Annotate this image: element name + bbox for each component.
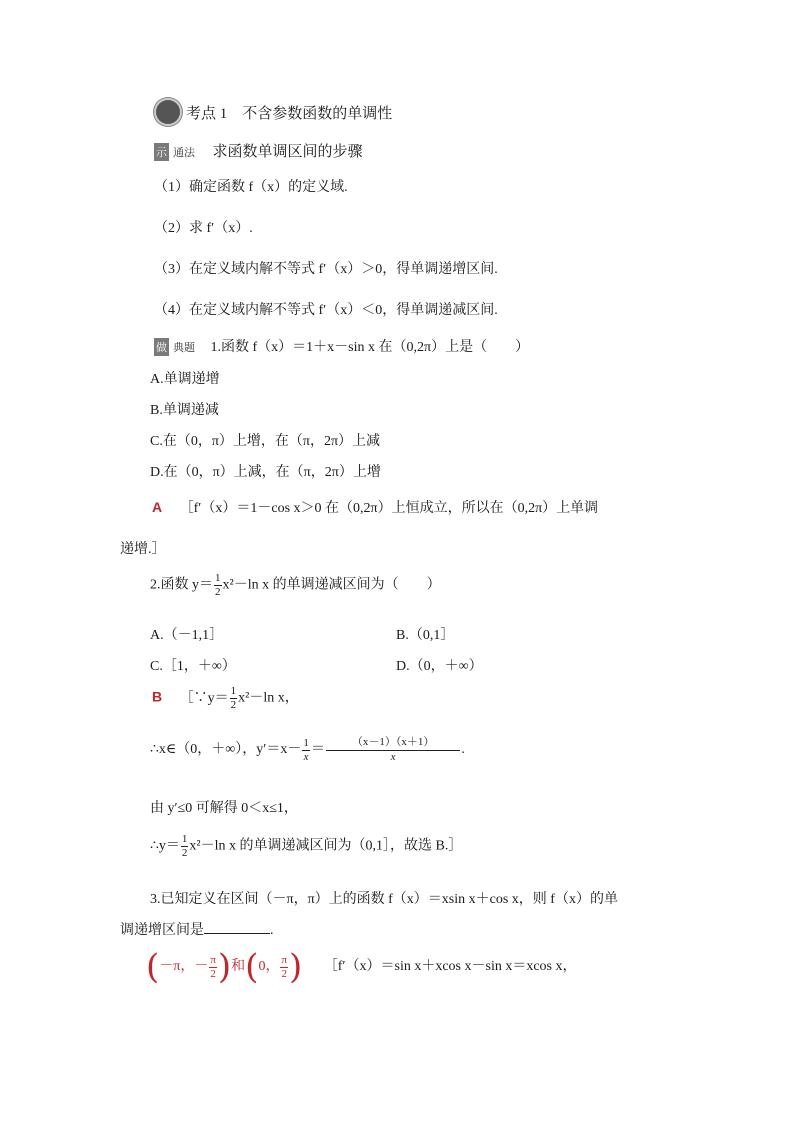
q2-s2-mid: ＝ [310,742,325,758]
q2-stem-fraction [214,573,222,598]
q2-solution-line-2: ∴x∈（0，＋∞），y′＝x－ $\frac{1}{x}$ ＝ $\frac{(x-1)(x+1)}{x}$ . [150,736,465,763]
q1-option-b: B.单调递减 [150,403,219,418]
fraction-numerator: π [281,953,287,966]
q2-s4-fraction [181,834,189,859]
q2-option-b: B.（0,1］ [396,628,455,643]
q2-s1-pre: ［∵y＝ [179,690,229,706]
fraction-numerator: 1 [215,572,221,584]
left-paren: ( [146,947,160,987]
q2-s1-post: x²－ln x， [238,690,299,706]
method-step-4: （4）在定义域内解不等式 f′（x）＜0，得单调递减区间. [154,303,498,318]
fraction-numerator: 1 [230,685,237,697]
q3-answer-fraction-a [209,955,217,980]
q2-stem-pre: 2.函数 y＝ [150,577,213,593]
fraction-numerator: π [210,953,216,966]
fraction-denominator: 2 [210,967,216,980]
q2-s2-fraction-b [326,737,461,763]
fraction-denominator: 2 [215,586,221,598]
q2-option-d: D.（0，＋∞） [396,659,483,674]
method-step-2: （2）求 f′（x）. [154,221,253,236]
method-title: 求函数单调区间的步骤 [212,144,363,160]
q3-answer [146,947,577,987]
fraction-numerator: 1 [181,833,188,845]
fraction-numerator: 1 [303,736,309,749]
q3-stem-2: 调递增区间是 . [120,923,274,938]
q1-stem: 1.函数 f（x）＝1＋x－sin x 在（0,2π）上是（ ） [210,340,530,355]
fraction-numerator: （x－1）（x＋1） [326,737,461,751]
q3-answer-fraction-b [280,955,288,980]
q2-solution-line-1 [152,686,299,711]
q2-s2-pre: ∴x∈（0，＋∞），y′＝x－ [150,742,302,758]
q3-stem-1: 3.已知定义在区间（－π，π）上的函数 f（x）＝xsin x＋cos x，则 f（x）的单 [150,892,618,907]
q2-solution-line-3: 由 y′≤0 可解得 0＜x≤1， [150,801,298,816]
fraction-denominator: x [303,750,309,763]
left-paren: ( [245,947,259,987]
answer-blank [204,921,270,934]
example-tag: 做 [154,338,169,356]
q2-s4-post: x²－ln x 的单调递减区间为（0,1］，故选 B.］ [189,838,463,854]
method-step-1: （1）确定函数 f（x）的定义域. [154,180,348,195]
q3-answer-a: －π，－ [159,959,209,975]
q2-option-a: A.（－1,1］ [150,628,224,643]
method-tag-text: 通法 [173,147,195,159]
q3-stem-2-text: 调递增区间是 [120,923,204,938]
fraction-denominator: x [390,751,396,763]
fraction-denominator: 2 [181,847,188,859]
q2-stem-post: x²－ln x 的单调递减区间为（ ） [222,577,441,593]
circle-icon [154,98,182,126]
method-tag: 示 [154,143,169,161]
q1-option-a: A.单调递增 [150,372,220,387]
method-heading [154,140,363,161]
q3-explain: ［f′（x）＝sin x＋xcos x－sin x＝xcos x， [323,959,577,975]
q1-stem-line [154,336,529,356]
example-tag-text: 典题 [173,342,195,354]
fraction-denominator: 2 [230,699,237,711]
q1-option-d: D.在（0，π）上减，在（π，2π）上增 [150,465,381,480]
section-title: 考点 1 不含参数函数的单调性 [186,106,393,122]
q1-option-c: C.在（0，π）上增，在（π，2π）上减 [150,434,381,449]
right-paren: ) [217,947,232,987]
q1-explain-1: ［f′（x）＝1－cos x＞0 在（0,2π）上恒成立，所以在（0,2π）上单调 [179,501,599,516]
method-step-3: （3）在定义域内解不等式 f′（x）＞0，得单调递增区间. [154,262,498,277]
q2-stem [150,573,441,598]
q3-answer-and: 和 [231,959,246,975]
q2-solution-line-4 [150,834,462,859]
fraction-denominator: 2 [281,967,287,980]
q2-option-c: C.［1，＋∞） [150,659,236,674]
q1-solution [152,497,598,517]
q1-answer: A [152,499,163,515]
right-paren: ) [289,947,303,987]
q2-s4-pre: ∴y＝ [150,838,180,854]
q2-s2-fraction-a [302,738,310,763]
q3-answer-b: 0， [258,959,280,975]
q2-s1-fraction [230,686,238,711]
q1-explain-2: 递增.］ [120,542,166,557]
q2-answer: B [152,688,163,705]
